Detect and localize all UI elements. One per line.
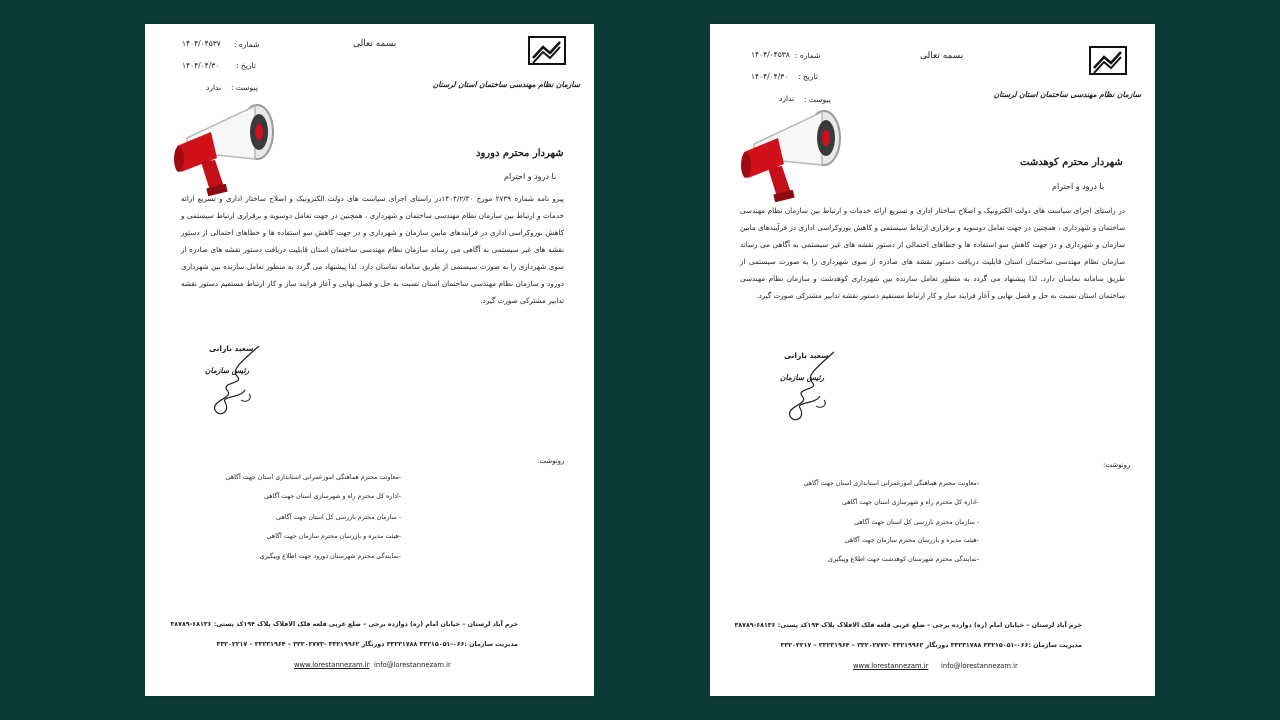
attachment-label: پیوست :	[804, 95, 831, 104]
cc-item: -نمایندگی محترم شهرستان کوهدشت جهت اطلاع وپیگیری	[828, 556, 979, 563]
org-logo-icon	[528, 36, 566, 66]
footer-phones: مدیریت سازمان :۰۶۶-۳۳۲۱۵۰۵۱ ۳۳۲۳۱۷۸۸ دورنگار ۳۳۲۱۹۹۶۲ -۳۳۲۰۲۷۷۳ – ۳۳۲۳۱۹۶۴ – ۳۳۲۰۲۲۱۷	[780, 642, 1082, 649]
signer-name: سعید بارانی	[784, 351, 829, 360]
signer-title: رئیس سازمان	[205, 366, 250, 375]
number-value: ۱۴۰۴/۰۴۵۳۷	[182, 39, 221, 48]
letter-body: در راستای اجرای سیاست های دولت الکترونیک و اصلاح ساختار اداری و تسریع ارائه خدمات و ارتباط بین سازمان نظام مهندسی ساختمان و شهرداری ، همچنین در جهت تعامل دوسویه و برقراری ارتباط سیستمی و کاهش بوروکراسی اداری در فرآیندهای مابین سازمان و شهرداری و در جهت کاهش سو استفاده ها و خطاهای احتمالی از دستور نقشه های غیر سیستمی به آگاهی می رساند سازمان نظام مهندسی ساختمان استان قابلیت دریافت دستور نقشه های صادره از سوی شهرداری را به صورت سیستمی از طریق سامانه نماسان دارد. لذا پیشنهاد می گردد به منظور تعامل سازنده بین شهرداری کوهدشت و سازمان نظام مهندسی ساختمان استان نسبت به حل و فصل نهایی و آغاز فرایند ساز و کار ارتباط مستقیم دستور نقشه تدابیر مشترکی صورت گیرد.	[740, 206, 1125, 300]
attachment-label: پیوست :	[231, 83, 258, 92]
greeting: با درود و احترام	[504, 172, 557, 181]
cc-item: -هیئت مدیره و بازرسان محترم سازمان جهت آگاهی	[844, 537, 979, 544]
org-name: سازمان نظام مهندسی ساختمان استان لرستان	[432, 80, 580, 89]
cc-item: - سازمان محترم بازرسی کل استان جهت آگاهی	[854, 519, 979, 526]
footer-address: خرم آباد لرستان – خیابان امام (ره) دوازده برجی – ضلع غربی قلعه فلک الافلاک پلاک ۱۹۴کد پستی: ۶۸۱۳۶-۳۸۷۸۹	[734, 622, 1082, 629]
letter-page-right	[710, 24, 1155, 696]
number-label: شماره :	[795, 51, 821, 60]
cc-title: رونوشت:	[537, 457, 565, 465]
cc-item: -معاونت محترم هماهنگی امورعمرانی استانداری استان جهت آگاهی	[225, 474, 401, 481]
bismillah-heading: بسمه تعالی	[353, 39, 397, 49]
cc-item: -اداره کل محترم راه و شهرسازی استان جهت آگاهی	[263, 493, 401, 500]
attachment-value: ندارد	[779, 94, 795, 103]
cc-item: -هیئت مدیره و بازرسان محترم سازمان جهت آگاهی	[266, 533, 401, 540]
date-value: ۱۴۰۴/۰۴/۳۰	[751, 72, 789, 81]
cc-title: رونوشت:	[1103, 461, 1131, 469]
footer-website-link[interactable]: www.lorestannezam.ir	[853, 662, 929, 670]
date-label: تاریخ :	[236, 61, 256, 70]
org-logo	[432, 36, 580, 98]
attachment-value: ندارد	[206, 83, 222, 92]
letter-page-left	[145, 24, 594, 696]
number-label: شماره :	[234, 40, 260, 49]
bismillah-heading: بسمه تعالی	[920, 51, 964, 61]
footer-website-link[interactable]: www.lorestannezam.ir	[294, 661, 370, 669]
cc-item: -نمایندگی محترم شهرستان دورود جهت اطلاع وپیگیری	[259, 553, 401, 560]
signature-icon	[201, 340, 271, 424]
signer-name: سعید بارانی	[209, 344, 254, 353]
footer-phones: مدیریت سازمان :۰۶۶-۳۳۲۱۵۰۵۱ ۳۳۲۳۱۷۸۸ دورنگار ۳۳۲۱۹۹۶۲ -۳۳۲۰۲۷۷۳ – ۳۳۲۳۱۹۶۴ – ۳۳۲۰۲۲۱۷	[216, 641, 518, 648]
greeting: با درود و احترام	[1052, 182, 1105, 191]
footer-address: خرم آباد لرستان – خیابان امام (ره) دوازده برجی – ضلع غربی قلعه فلک الافلاک پلاک ۱۹۴کد پستی: ۶۸۱۳۶-۳۸۷۸۹	[170, 621, 518, 628]
signature-icon	[776, 346, 846, 430]
signer-title: رئیس سازمان	[780, 373, 825, 382]
cc-item: - سازمان محترم بازرسی کل استان جهت آگاهی	[276, 514, 401, 521]
org-logo-icon	[1089, 46, 1127, 76]
org-name: سازمان نظام مهندسی ساختمان استان لرستان	[993, 90, 1141, 99]
number-value: ۱۴۰۴/۰۴۵۳۸	[751, 50, 790, 59]
addressee: شهردار محترم دورود	[476, 148, 564, 159]
cc-item: -اداره کل محترم راه و شهرسازی استان جهت آگاهی	[841, 499, 979, 506]
org-logo	[993, 46, 1141, 108]
megaphone-icon	[173, 102, 277, 198]
megaphone-icon	[740, 108, 844, 204]
cc-item: -معاونت محترم هماهنگی امورعمرانی استانداری استان جهت آگاهی	[803, 480, 979, 487]
date-label: تاریخ :	[798, 72, 818, 81]
date-value: ۱۴۰۴/۰۴/۳۰	[182, 61, 220, 70]
addressee: شهردار محترم کوهدشت	[1020, 157, 1123, 168]
footer-email-link[interactable]: info@lorestannezam.ir	[941, 662, 1018, 670]
letter-body: پیرو نامه شماره ۲۷۳۹ مورخ ۱۴۰۴/۲/۳۰در راستای اجرای سیاست های دولت الکترونیک و اصلاح ساختار اداری و تسریع ارائه خدمات و ارتباط بین سازمان نظام مهندسی ساختمان و شهرداری ، همچنین در جهت تعامل دوسویه و برقراری ارتباط سیستمی و کاهش بوروکراسی اداری در فرآیندهای مابین سازمان و شهرداری و در جهت کاهش سو استفاده ها و خطاهای احتمالی از دستور نقشه های غیر سیستمی به آگاهی می رساند سازمان نظام مهندسی ساختمان استان قابلیت دریافت دستور نقشه های صادره از سوی شهرداری را به صورت سیستمی از طریق سامانه نماسان دارد. لذا پیشنهاد می گردد به منظور تعامل سازنده بین شهرداری دورود و سازمان نظام مهندسی ساختمان استان نسبت به حل و فصل نهایی و آغاز فرایند ساز و کار ارتباط مستقیم دستور نقشه تدابیر مشترکی صورت گیرد.	[181, 194, 564, 305]
footer-email-link[interactable]: info@lorestannezam.ir	[374, 661, 451, 669]
